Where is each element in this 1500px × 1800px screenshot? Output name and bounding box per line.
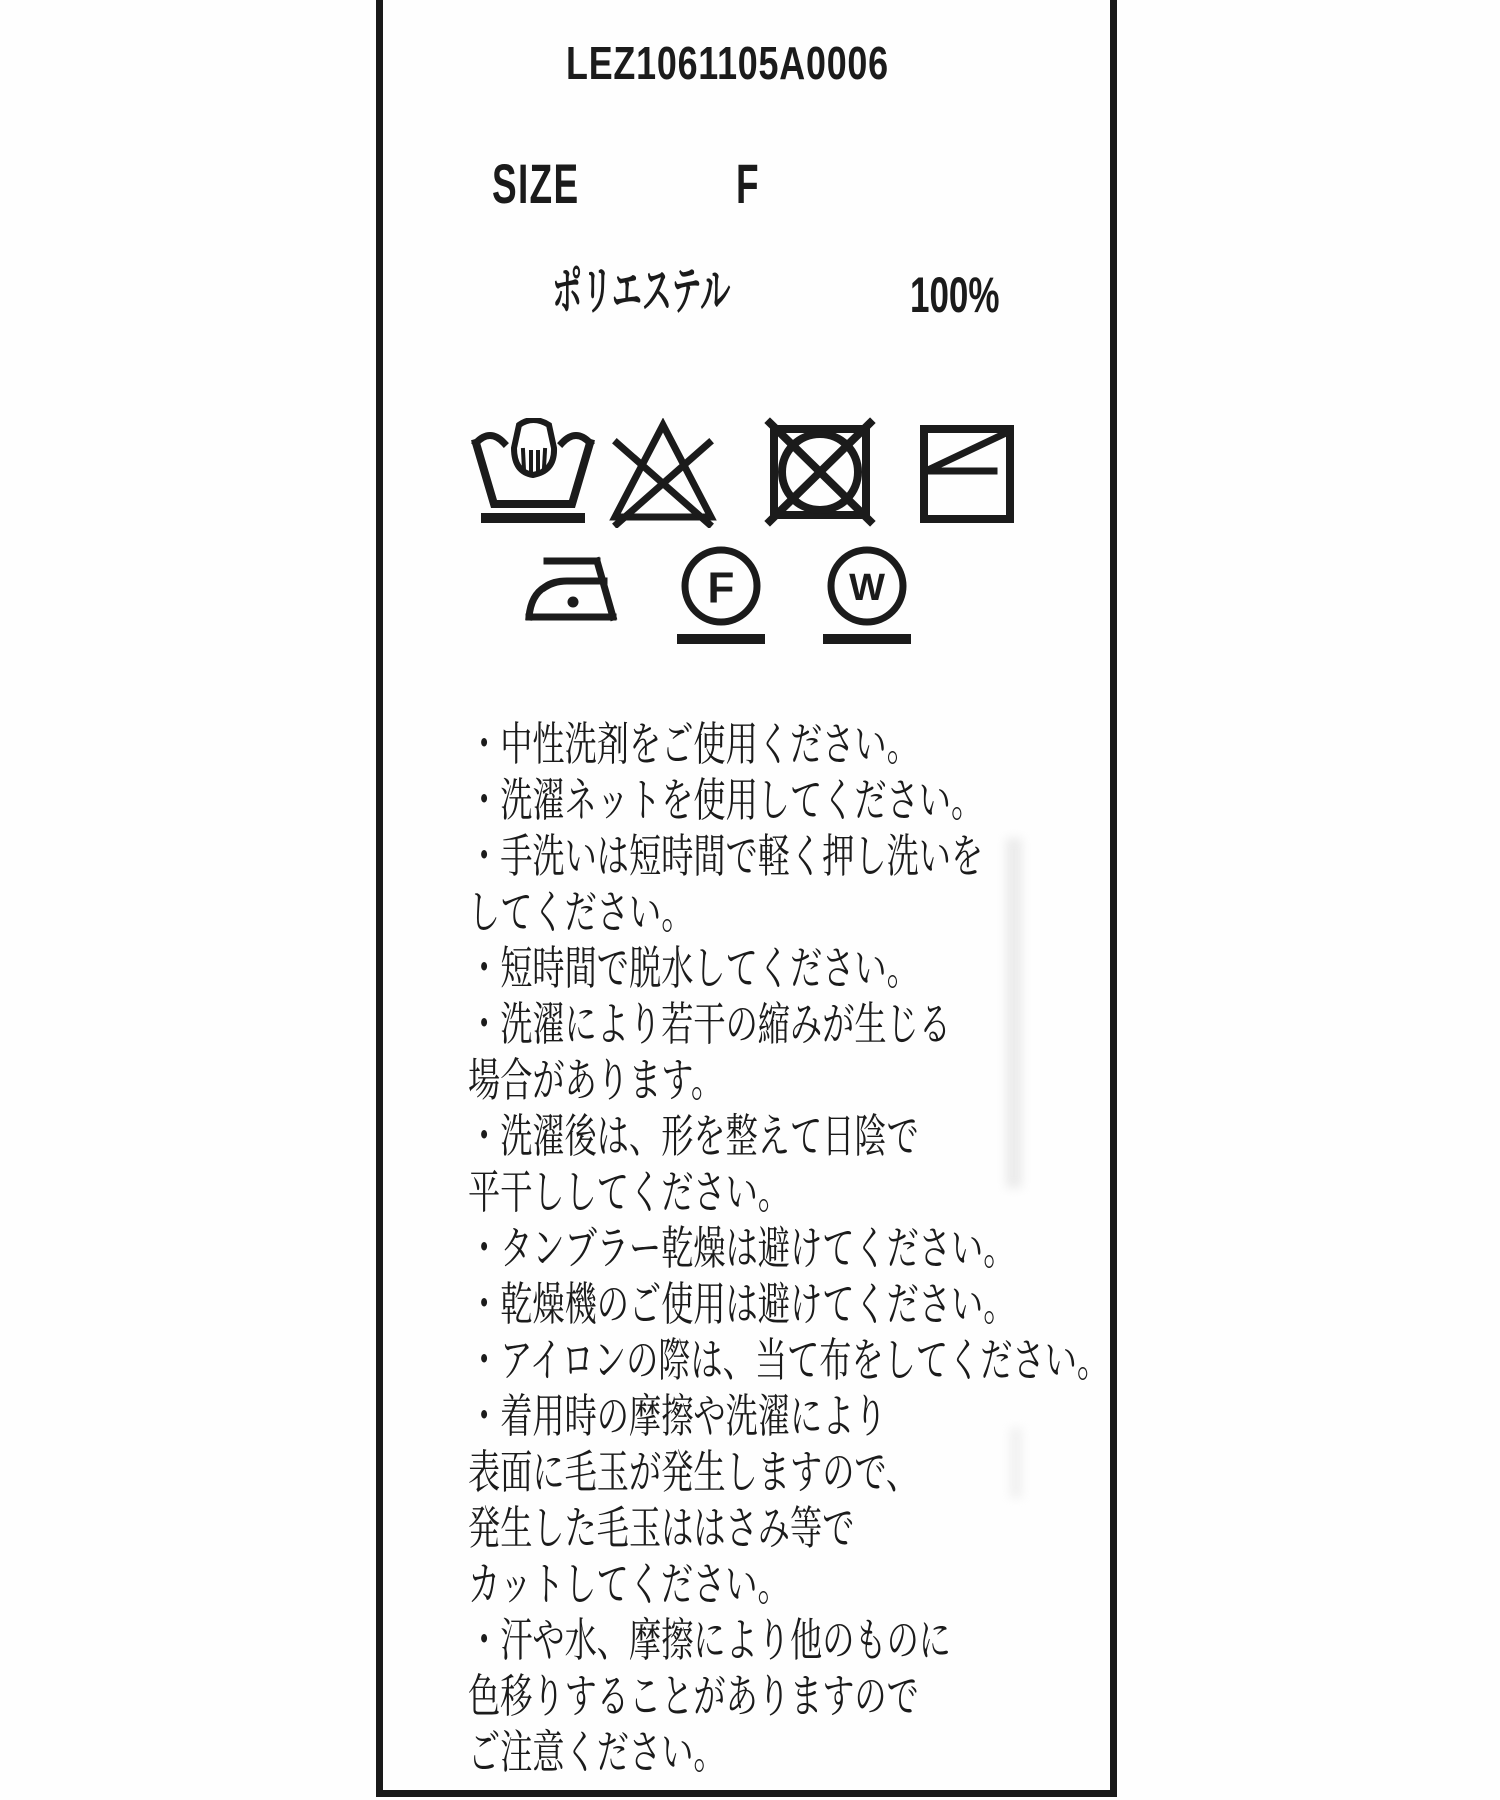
- scan-artifact: [1006, 838, 1022, 1188]
- label-bottom-edge: [376, 1790, 1117, 1797]
- care-instruction-line: ・着用時の摩擦や洗濯により: [468, 1390, 887, 1442]
- care-instruction-line: 平干ししてください。: [468, 1166, 790, 1218]
- care-instruction-line: ・中性洗剤をご使用ください。: [468, 718, 919, 770]
- iron-low-heat-icon: [522, 550, 620, 644]
- care-instruction-line: ・洗濯により若干の縮みが生じる: [468, 998, 951, 1050]
- material-percent: 100%: [910, 267, 1000, 323]
- care-instruction-line: 発生した毛玉ははさみ等で: [468, 1502, 855, 1554]
- care-instruction-line: ご注意ください。: [468, 1726, 726, 1778]
- flat-dry-in-shade-icon: [917, 418, 1017, 528]
- material-name: ポリエステル: [552, 263, 731, 321]
- circle-w-letter: W: [849, 567, 885, 609]
- care-instruction-line: 色移りすることがありますので: [468, 1670, 919, 1722]
- product-code: LEZ1061105A0006: [566, 37, 889, 89]
- care-instruction-line: してください。: [468, 886, 694, 938]
- care-instruction-line: ・短時間で脱水してください。: [468, 942, 919, 994]
- scan-artifact: [1010, 1428, 1022, 1498]
- care-instruction-line: ・手洗いは短時間で軽く押し洗いを: [468, 830, 984, 882]
- hand-wash-icon: [461, 418, 603, 528]
- size-value: F: [736, 152, 759, 215]
- do-not-bleach-icon: [606, 418, 720, 528]
- circle-f-letter: F: [707, 563, 735, 613]
- dry-clean-petroleum-gentle-icon: [671, 545, 771, 647]
- do-not-tumble-dry-icon: [763, 416, 877, 528]
- care-instruction-line: ・アイロンの際は、当て布をしてください。: [468, 1334, 1110, 1386]
- wet-clean-gentle-icon: [817, 545, 917, 647]
- care-instruction-line: ・洗濯ネットを使用してください。: [468, 774, 984, 826]
- care-instruction-line: ・洗濯後は、形を整えて日陰で: [468, 1110, 919, 1162]
- care-instruction-line: ・乾燥機のご使用は避けてください。: [468, 1278, 1016, 1330]
- care-instruction-line: ・汗や水、摩擦により他のものに: [468, 1614, 951, 1666]
- label-left-edge: [376, 0, 383, 1797]
- care-instruction-line: 場合があります。: [468, 1054, 724, 1106]
- care-instruction-line: 表面に毛玉が発生しますので、: [468, 1446, 919, 1498]
- care-instruction-line: カットしてください。: [468, 1558, 790, 1610]
- care-instruction-line: ・タンブラー乾燥は避けてください。: [468, 1222, 1016, 1274]
- label-right-edge: [1110, 0, 1117, 1797]
- size-label: SIZE: [492, 152, 580, 215]
